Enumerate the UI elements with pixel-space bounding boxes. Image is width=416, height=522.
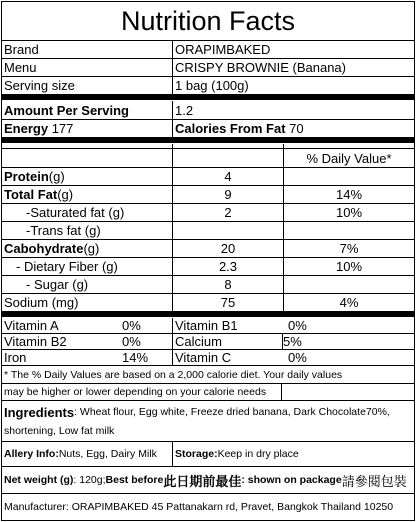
- nutrient-row: [2, 222, 414, 240]
- ingredients-line: [2, 403, 414, 421]
- footnote-row: [2, 384, 414, 401]
- amount-row: [2, 101, 414, 120]
- nutrition-label: [1, 1, 415, 521]
- vitamin-value: 0%: [288, 318, 307, 333]
- vitamin-name: Vitamin C: [172, 350, 288, 365]
- vitamin-name: Vitamin B2: [4, 334, 67, 349]
- nutrient-unit: (g): [83, 241, 100, 256]
- vitamin-row: [2, 350, 414, 366]
- nutrient-row: [2, 240, 414, 258]
- shown-on-package-cn: 請參閱包裝: [341, 473, 407, 489]
- vitamin-value: 0%: [122, 334, 141, 349]
- nutrient-amount: 4: [172, 168, 283, 185]
- nutrient-name-cell: [2, 168, 172, 185]
- storage-label: Storage:: [175, 448, 218, 460]
- amount-label: Amount Per Serving: [4, 102, 129, 118]
- menu-row: [2, 59, 414, 77]
- net-weight-label: Net weight (g): [4, 474, 74, 486]
- manufacturer-text: Manufacturer: ORAPIMBAKED 45 Pattanakarn rd, Pravet, Bangkok Thailand 10250: [4, 501, 394, 513]
- energy-value: 177: [51, 121, 74, 136]
- nutrient-unit: (g): [48, 169, 65, 184]
- amount-value: 1.2: [172, 101, 414, 119]
- allergy-storage-row: [2, 442, 414, 467]
- best-before-label: Best before: [105, 474, 164, 486]
- nutrient-amount: [172, 222, 283, 239]
- menu-label: Menu: [4, 60, 37, 75]
- manufacturer-row: [2, 494, 414, 520]
- vitamin-row: [2, 318, 414, 334]
- ingredients-row: [2, 401, 414, 442]
- nutrient-name: Protein: [4, 169, 49, 184]
- allergy-value: Nuts, Egg, Dairy Milk: [58, 448, 157, 460]
- net-weight-value: : 120g;: [73, 474, 106, 486]
- nutrient-row: [2, 204, 414, 222]
- label-title: Nutrition Facts: [120, 5, 296, 36]
- vitamin-value: 14%: [122, 350, 149, 365]
- serving-label: Serving size: [4, 78, 75, 93]
- nutrient-name: -Saturated fat (g): [26, 205, 125, 220]
- net-weight-line: [2, 467, 414, 493]
- allergy-cell: [2, 442, 172, 466]
- best-before-cn: 此日期前最佳: [163, 473, 242, 489]
- serving-row: [2, 77, 414, 100]
- nutrient-dv: 10%: [283, 204, 414, 221]
- ingredients-text: : Wheat flour, Egg white, Freeze dried banana, Dark Chocolate70%,: [74, 406, 390, 418]
- brand-value: ORAPIMBAKED: [172, 41, 414, 58]
- nutrient-name-cell: [2, 240, 172, 257]
- ingredients-label: Ingredients: [4, 404, 75, 420]
- nutrient-name: Total Fat: [4, 187, 58, 202]
- nutrient-name: Cabohydrate: [4, 241, 84, 256]
- vitamin-value: 0%: [122, 318, 141, 333]
- nutrient-amount: 20: [172, 240, 283, 257]
- energy-cell: [2, 120, 172, 137]
- nutrient-row: [2, 294, 414, 317]
- storage-cell: [172, 442, 414, 466]
- nutrient-amount: 75: [172, 294, 283, 311]
- nutrient-row: [2, 276, 414, 294]
- brand-row: [2, 41, 414, 59]
- nutrient-name: - Dietary Fiber (g): [16, 259, 118, 274]
- nutrient-name: -Trans fat (g): [26, 223, 101, 238]
- daily-header-row: [2, 149, 414, 168]
- nutrient-amount: 9: [172, 186, 283, 203]
- net-weight-row: [2, 467, 414, 494]
- nutrient-row: [2, 168, 414, 186]
- nutrient-dv: 4%: [283, 294, 414, 311]
- vitamin-value: 0%: [288, 350, 307, 365]
- nutrient-row: [2, 186, 414, 204]
- energy-row: [2, 120, 414, 143]
- nutrient-amount: 8: [172, 276, 283, 293]
- vitamin-name: Vitamin B1: [172, 318, 288, 333]
- serving-value: 1 bag (100g): [172, 77, 414, 94]
- nutrient-dv: 7%: [283, 240, 414, 257]
- vitamin-row: [2, 334, 414, 350]
- nutrient-dv: 14%: [283, 186, 414, 203]
- nutrient-row: [2, 258, 414, 276]
- nutrient-dv: 10%: [283, 258, 414, 275]
- calories-fat-label: Calories From Fat: [175, 121, 286, 136]
- vitamin-name: Vitamin A: [4, 318, 59, 333]
- footnote-line: may be higher or lower depending on your calorie needs: [2, 384, 282, 400]
- nutrient-dv: [283, 222, 414, 239]
- shown-on-package-label: : shown on package: [241, 474, 342, 486]
- nutrient-amount: 2.3: [172, 258, 283, 275]
- footnote-row: [2, 366, 414, 384]
- calories-fat-cell: [172, 120, 414, 137]
- nutrient-amount: 2: [172, 204, 283, 221]
- title-row: [2, 2, 414, 41]
- allergy-label: Allery Info:: [4, 448, 59, 460]
- vitamin-value: 5%: [282, 334, 414, 349]
- ingredients-line: shortening, Low fat milk: [4, 425, 115, 437]
- vitamin-name: Calcium: [172, 334, 282, 349]
- storage-value: Keep in dry place: [217, 448, 299, 460]
- vitamin-name: Iron: [4, 350, 27, 365]
- nutrient-name-cell: [2, 186, 172, 203]
- brand-label: Brand: [4, 42, 39, 57]
- footnote-line: * The % Daily Values are based on a 2,000 calorie diet. Your daily values: [4, 368, 343, 381]
- energy-label: Energy: [4, 121, 49, 136]
- nutrient-name: - Sugar (g): [26, 277, 89, 292]
- menu-value: CRISPY BROWNIE (Banana): [172, 59, 414, 76]
- nutrient-dv: [283, 168, 414, 185]
- nutrient-unit: (g): [57, 187, 74, 202]
- nutrient-dv: [283, 276, 414, 293]
- calories-fat-value: 70: [289, 121, 304, 136]
- nutrient-name: Sodium (mg): [4, 295, 79, 310]
- daily-value-header: % Daily Value*: [283, 149, 414, 167]
